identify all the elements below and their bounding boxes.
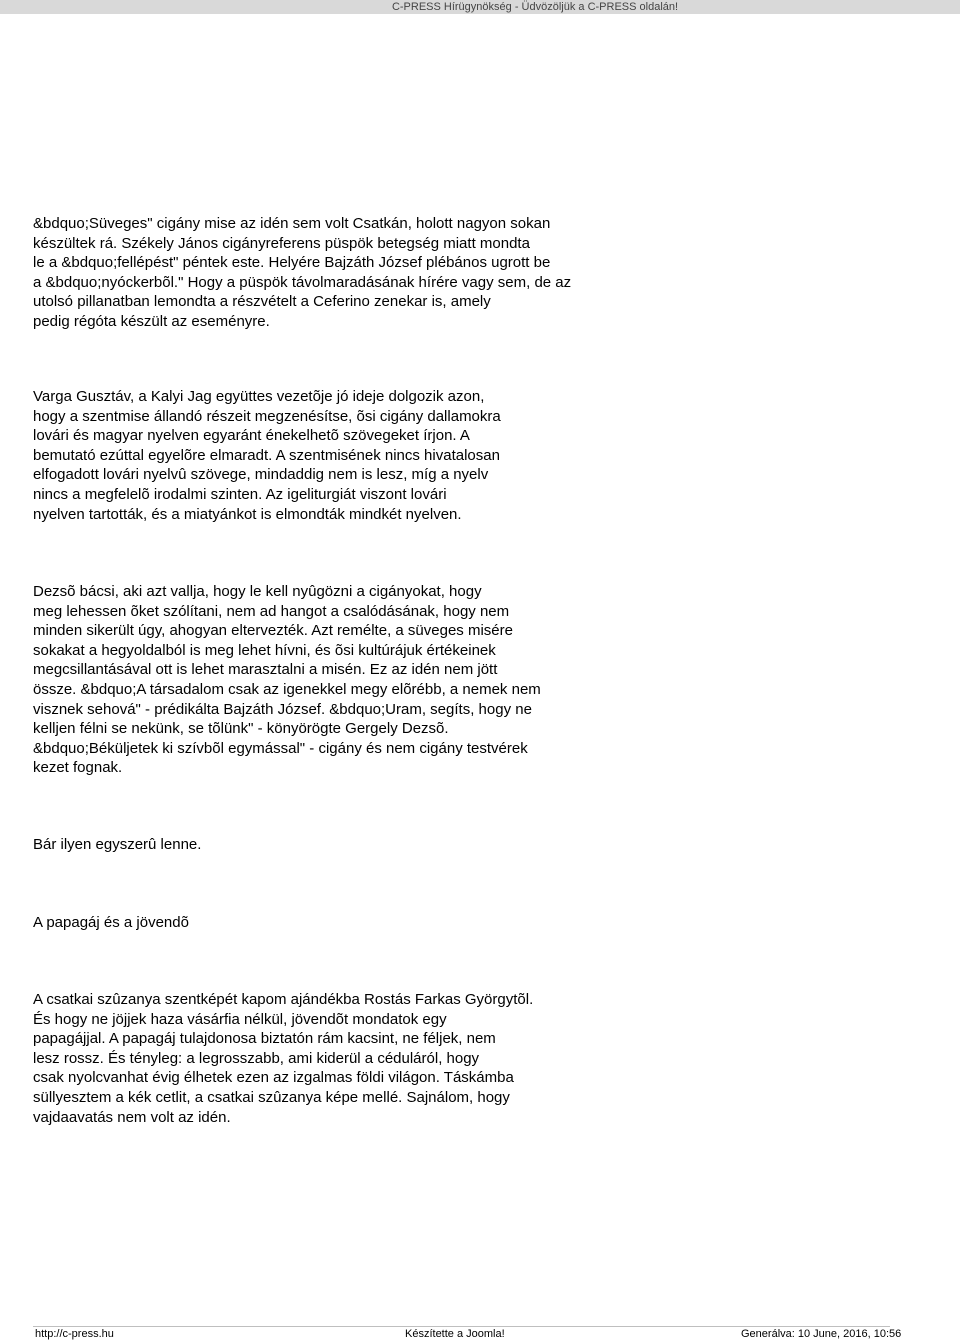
text-line: meg lehessen õket szólítani, nem ad hangot a csalódásának, hogy nem: [33, 602, 510, 620]
article-paragraph-6: [33, 990, 653, 1127]
text-line: megcsillantásával ott is lehet marasztalni a misén. Ez az idén nem jött: [33, 661, 498, 679]
article-paragraph-3: [33, 582, 653, 778]
text-line: Bár ilyen egyszerû lenne.: [33, 836, 202, 853]
text-line: minden sikerült úgy, ahogyan eltervezték. Azt remélte, a süveges misére: [33, 622, 513, 640]
text-line: A csatkai szûzanya szentképét kapom ajándékba Rostás Farkas Györgytõl.: [33, 991, 534, 1008]
page-header: [0, 0, 960, 14]
text-line: A papagáj és a jövendõ: [33, 914, 189, 931]
text-line: bemutató ezúttal egyelõre elmaradt. A szentmisének nincs hivatalosan: [33, 446, 500, 464]
text-line: vajdaavatás nem volt az idén.: [33, 1108, 231, 1126]
text-line: Varga Gusztáv, a Kalyi Jag együttes vezetõje jó ideje dolgozik azon,: [33, 388, 485, 405]
article-paragraph-1: [33, 214, 653, 332]
article-paragraph-2: [33, 387, 653, 524]
text-line: &bdquo;Süveges" cigány mise az idén sem volt Csatkán, holott nagyon sokan: [33, 215, 551, 232]
footer-generated-date: Generálva: 10 June, 2016, 10:56: [741, 1328, 902, 1340]
text-line: készültek rá. Székely János cigányreferens püspök betegség miatt mondta: [33, 234, 530, 252]
text-line: És hogy ne jöjjek haza vásárfia nélkül, jövendõt mondatok egy: [33, 1010, 447, 1028]
text-line: kelljen félni se nekünk, se tõlünk" - könyörögte Gergely Dezsõ.: [33, 720, 449, 738]
text-line: elfogadott lovári nyelvû szövege, mindaddig nem is lesz, míg a nyelv: [33, 466, 489, 484]
text-line: a &bdquo;nyóckerbõl." Hogy a püspök távolmaradásának hírére vagy sem, de az: [33, 273, 572, 291]
text-line: papagájjal. A papagáj tulajdonosa biztatón rám kacsint, ne féljek, nem: [33, 1030, 496, 1048]
page-footer: [0, 1327, 960, 1341]
text-line: visznek sehová" - prédikálta Bajzáth József. &bdquo;Uram, segíts, hogy ne: [33, 700, 532, 718]
text-line: le a &bdquo;fellépést" péntek este. Helyére Bajzáth József plébános ugrott be: [33, 254, 551, 272]
text-line: nyelven tartották, és a miatyánkot is elmondták mindkét nyelven.: [33, 505, 462, 523]
text-line: hogy a szentmise állandó részeit megzenésítse, õsi cigány dallamokra: [33, 407, 501, 425]
article-paragraph-4: [33, 835, 653, 855]
text-line: utolsó pillanatban lemondta a részvételt a Ceferino zenekar is, amely: [33, 293, 491, 311]
text-line: lovári és magyar nyelven egyaránt énekelhetõ szövegeket írjon. A: [33, 427, 470, 445]
text-line: süllyesztem a kék cetlit, a csatkai szûzanya képe mellé. Sajnálom, hogy: [33, 1088, 510, 1106]
article-subheading: [33, 913, 653, 933]
footer-credit: Készítette a Joomla!: [405, 1328, 505, 1340]
text-line: csak nyolcvanhat évig élhetek ezen az izgalmas földi világon. Táskámba: [33, 1069, 514, 1087]
text-line: kezet fognak.: [33, 759, 123, 777]
text-line: sokakat a hegyoldalból is meg lehet hívni, és õsi kultúrájuk értékeinek: [33, 641, 496, 659]
text-line: pedig régóta készült az eseményre.: [33, 312, 270, 330]
header-title: C-PRESS Hírügynökség - Üdvözöljük a C-PRESS oldalán!: [391, 1, 679, 13]
footer-url-link[interactable]: http://c-press.hu: [35, 1328, 114, 1340]
text-line: össze. &bdquo;A társadalom csak az igenekkel megy elõrébb, a nemek nem: [33, 680, 541, 698]
text-line: lesz rossz. És tényleg: a legrosszabb, ami kiderül a céduláról, hogy: [33, 1049, 480, 1067]
text-line: Dezsõ bácsi, aki azt vallja, hogy le kell nyûgözni a cigányokat, hogy: [33, 583, 482, 600]
text-line: nincs a megfelelõ irodalmi szinten. Az igeliturgiát viszont lovári: [33, 485, 447, 503]
text-line: &bdquo;Béküljetek ki szívbõl egymással" - cigány és nem cigány testvérek: [33, 739, 528, 757]
